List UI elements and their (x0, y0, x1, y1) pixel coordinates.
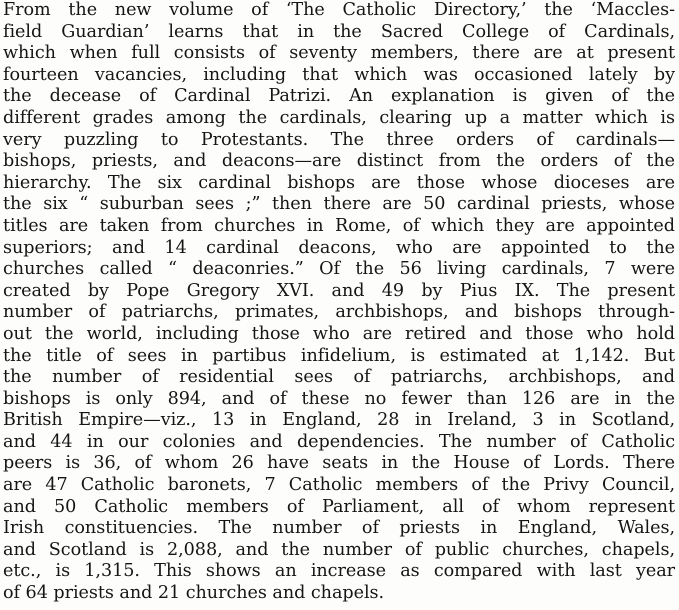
text-line-20: British Empire—viz., 13 in England, 28 in Ireland, 3 in Scotland, (3, 410, 675, 431)
text-line-25: Irish constituencies. The number of priests in England, Wales, (3, 518, 675, 539)
text-line-7: very puzzling to Protestants. The three orders of cardinals— (3, 129, 675, 150)
text-line-13: churches called “ deaconries.” Of the 56 living cardinals, 7 were (3, 259, 675, 280)
text-line-17: the title of sees in partibus infidelium, is estimated at 1,142. But (3, 345, 675, 366)
text-line-8: bishops, priests, and deacons—are distinct from the orders of the (3, 151, 675, 172)
article-text (3, 0, 675, 605)
text-line-19: bishops is only 894, and of these no fewer than 126 are in the (3, 388, 675, 409)
text-line-12: superiors; and 14 cardinal deacons, who are appointed to the (3, 237, 675, 258)
text-line-2: field Guardian’ learns that in the Sacred College of Cardinals, (3, 21, 675, 42)
text-line-18: the number of residential sees of patriarchs, archbishops, and (3, 367, 675, 388)
text-line-11: titles are taken from churches in Rome, of which they are appointed (3, 215, 675, 236)
text-line-24: and 50 Catholic members of Parliament, all of whom represent (3, 496, 675, 517)
text-line-28: of 64 priests and 21 churches and chapels. (3, 583, 385, 604)
text-line-4: fourteen vacancies, including that which was occasioned lately by (3, 64, 675, 85)
text-line-23: are 47 Catholic baronets, 7 Catholic members of the Privy Council, (3, 475, 675, 496)
text-line-10: the six “ suburban sees ;” then there are 50 cardinal priests, whose (3, 194, 675, 215)
text-line-5: the decease of Cardinal Patrizi. An explanation is given of the (3, 86, 675, 107)
text-line-6: different grades among the cardinals, clearing up a matter which is (3, 107, 675, 128)
text-line-26: and Scotland is 2,088, and the number of public churches, chapels, (3, 539, 675, 560)
text-line-14: created by Pope Gregory XVI. and 49 by Pius IX. The present (3, 280, 675, 301)
text-line-1: From the new volume of ‘The Catholic Directory,’ the ‘Maccles- (3, 0, 675, 20)
text-line-22: peers is 36, of whom 26 have seats in the House of Lords. There (3, 453, 675, 474)
text-line-9: hierarchy. The six cardinal bishops are those whose dioceses are (3, 172, 675, 193)
text-line-15: number of patriarchs, primates, archbishops, and bishops through- (3, 302, 675, 323)
text-line-27: etc., is 1,315. This shows an increase as compared with last year (3, 561, 675, 582)
text-line-3: which when full consists of seventy members, there are at present (3, 43, 675, 64)
text-line-16: out the world, including those who are retired and those who hold (3, 323, 675, 344)
text-line-21: and 44 in our colonies and dependencies. The number of Catholic (3, 431, 675, 452)
